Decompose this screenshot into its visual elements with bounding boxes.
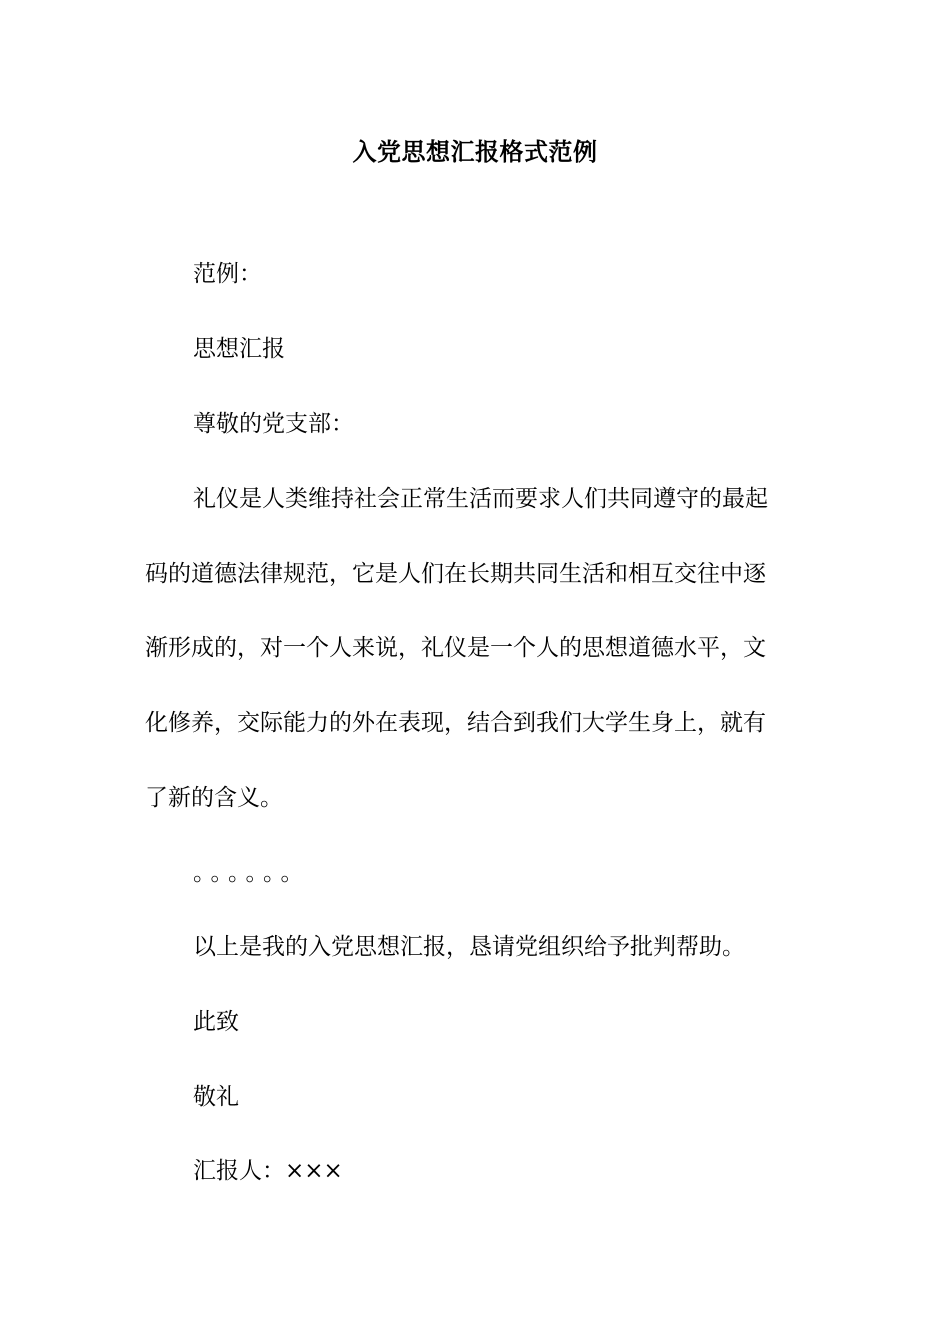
signature: 汇报人：××× [193,1158,343,1184]
body-line: 化修养，交际能力的外在表现，结合到我们大学生身上，就有 [145,710,766,736]
label-example: 范例： [193,261,262,287]
label-report: 思想汇报 [193,336,285,362]
salutation: 尊敬的党支部： [193,411,354,437]
body-line: 礼仪是人类维持社会正常生活而要求人们共同遵守的最起 [193,486,768,512]
document-title: 入党思想汇报格式范例 [352,137,598,166]
closing-regards: 敬礼 [193,1084,239,1110]
body-line: 渐形成的，对一个人来说，礼仪是一个人的思想道德水平，文 [145,635,766,661]
closing-salutation: 此致 [193,1009,239,1035]
ellipsis: 。。。。。。 [193,860,310,886]
body-line: 了新的含义。 [145,785,283,811]
body-line: 码的道德法律规范，它是人们在长期共同生活和相互交往中逐 [145,561,766,587]
closing-statement: 以上是我的入党思想汇报，恳请党组织给予批判帮助。 [193,934,745,960]
